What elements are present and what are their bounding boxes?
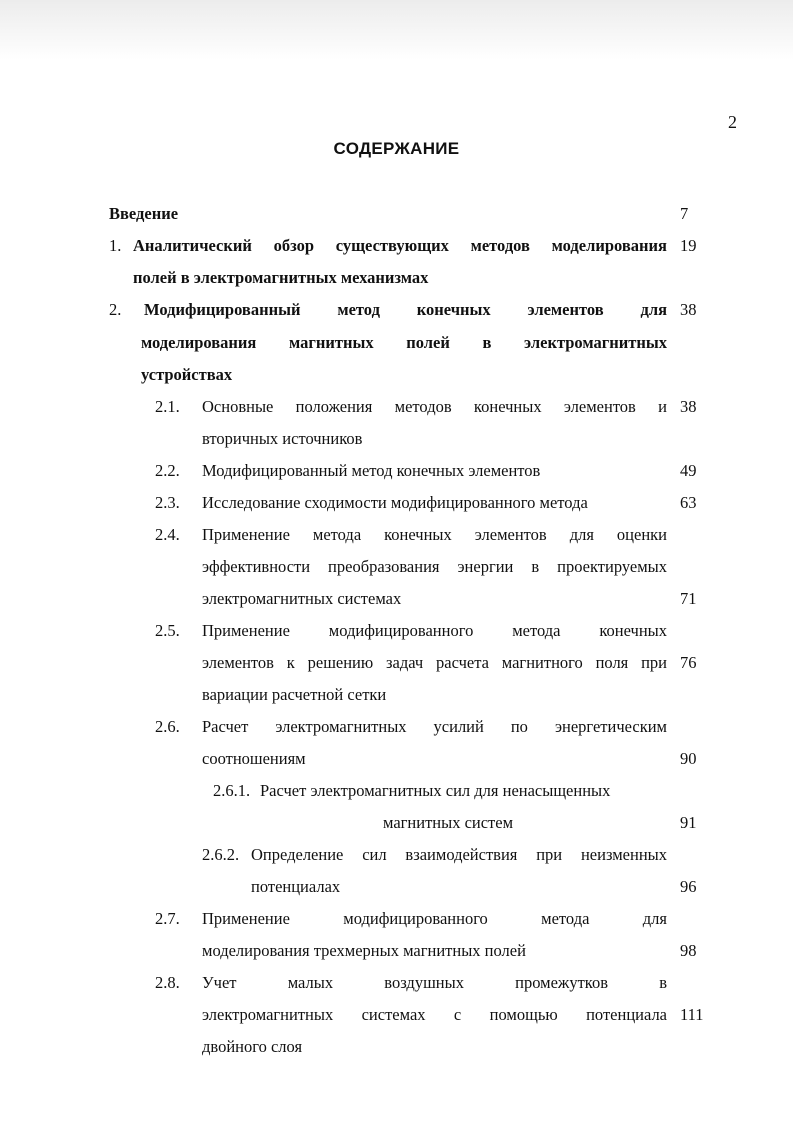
toc-s2-2-line1: Модифицированный метод конечных элементов [202,461,541,480]
toc-s2-8-page: 111 [680,1005,704,1024]
toc-s2-1-line1: Основные положения методов конечных элементов и [202,397,667,416]
toc-ch2-number: 2. [109,300,122,319]
toc-s2-1-line2: вторичных источников [202,429,363,448]
toc-s2-6-2-line1: Определение сил взаимодействия при неизменных [251,845,667,864]
toc-s2-6-page: 90 [680,749,697,768]
toc-ch1-page: 19 [680,236,697,255]
toc-s2-3-number: 2.3. [155,493,180,512]
toc-s2-2-number: 2.2. [155,461,180,480]
toc-s2-7-line2: моделирования трехмерных магнитных полей [202,941,526,960]
toc-s2-6-line2: соотношениям [202,749,306,768]
toc-s2-1-number: 2.1. [155,397,180,416]
toc-s2-7-page: 98 [680,941,697,960]
toc-s2-1-page: 38 [680,397,697,416]
toc-ch2-line1: Модифицированный метод конечных элементов для [144,300,667,319]
toc-s2-5-line1: Применение модифицированного метода конечных [202,621,667,640]
toc-s2-6-1-line1: Расчет электромагнитных сил для ненасыщенных [260,781,611,800]
toc-s2-4-line2: эффективности преобразования энергии в проектируемых [202,557,667,576]
page-number: 2 [728,112,737,132]
toc-s2-4-line3: электромагнитных системах [202,589,402,608]
toc-s2-4-number: 2.4. [155,525,180,544]
toc-s2-8-line2: электромагнитных системах с помощью потенциала [202,1005,667,1024]
toc-s2-8-line1: Учет малых воздушных промежутков в [202,973,667,992]
toc-s2-6-1-page: 91 [680,813,697,832]
toc-intro-page: 7 [680,204,689,223]
toc-ch2-page: 38 [680,300,697,319]
toc-s2-2-page: 49 [680,461,697,480]
toc-s2-6-2-number: 2.6.2. [202,845,240,864]
toc-s2-4-line1: Применение метода конечных элементов для оценки [202,525,667,544]
toc-s2-6-1-line2: магнитных систем [383,813,514,832]
toc-s2-6-number: 2.6. [155,717,180,736]
toc-ch1-line2: полей в электромагнитных механизмах [133,268,429,287]
toc-s2-7-line1: Применение модифицированного метода для [202,909,667,928]
toc-s2-7-number: 2.7. [155,909,180,928]
toc-s2-5-line2: элементов к решению задач расчета магнитного поля при [202,653,667,672]
toc-s2-6-2-page: 96 [680,877,697,896]
toc-s2-8-number: 2.8. [155,973,180,992]
toc-s2-5-line3: вариации расчетной сетки [202,685,387,704]
toc-s2-5-number: 2.5. [155,621,180,640]
toc-s2-6-1-number: 2.6.1. [213,781,251,800]
toc-s2-8-line3: двойного слоя [202,1037,303,1056]
toc-s2-3-page: 63 [680,493,697,512]
toc-s2-3-line1: Исследование сходимости модифицированного метода [202,493,588,512]
toc-ch1-number: 1. [109,236,122,255]
page-title: СОДЕРЖАНИЕ [333,139,460,158]
toc-intro: Введение [109,204,179,223]
toc-s2-6-2-line2: потенциалах [251,877,341,896]
toc-s2-6-line1: Расчет электромагнитных усилий по энергетическим [202,717,667,736]
toc-ch1-line1: Аналитический обзор существующих методов моделирования [133,236,667,255]
toc-ch2-line2: моделирования магнитных полей в электромагнитных [141,333,667,352]
toc-s2-4-page: 71 [680,589,697,608]
toc-s2-5-page: 76 [680,653,697,672]
toc-ch2-line3: устройствах [141,365,233,384]
scan-shade [0,0,793,60]
